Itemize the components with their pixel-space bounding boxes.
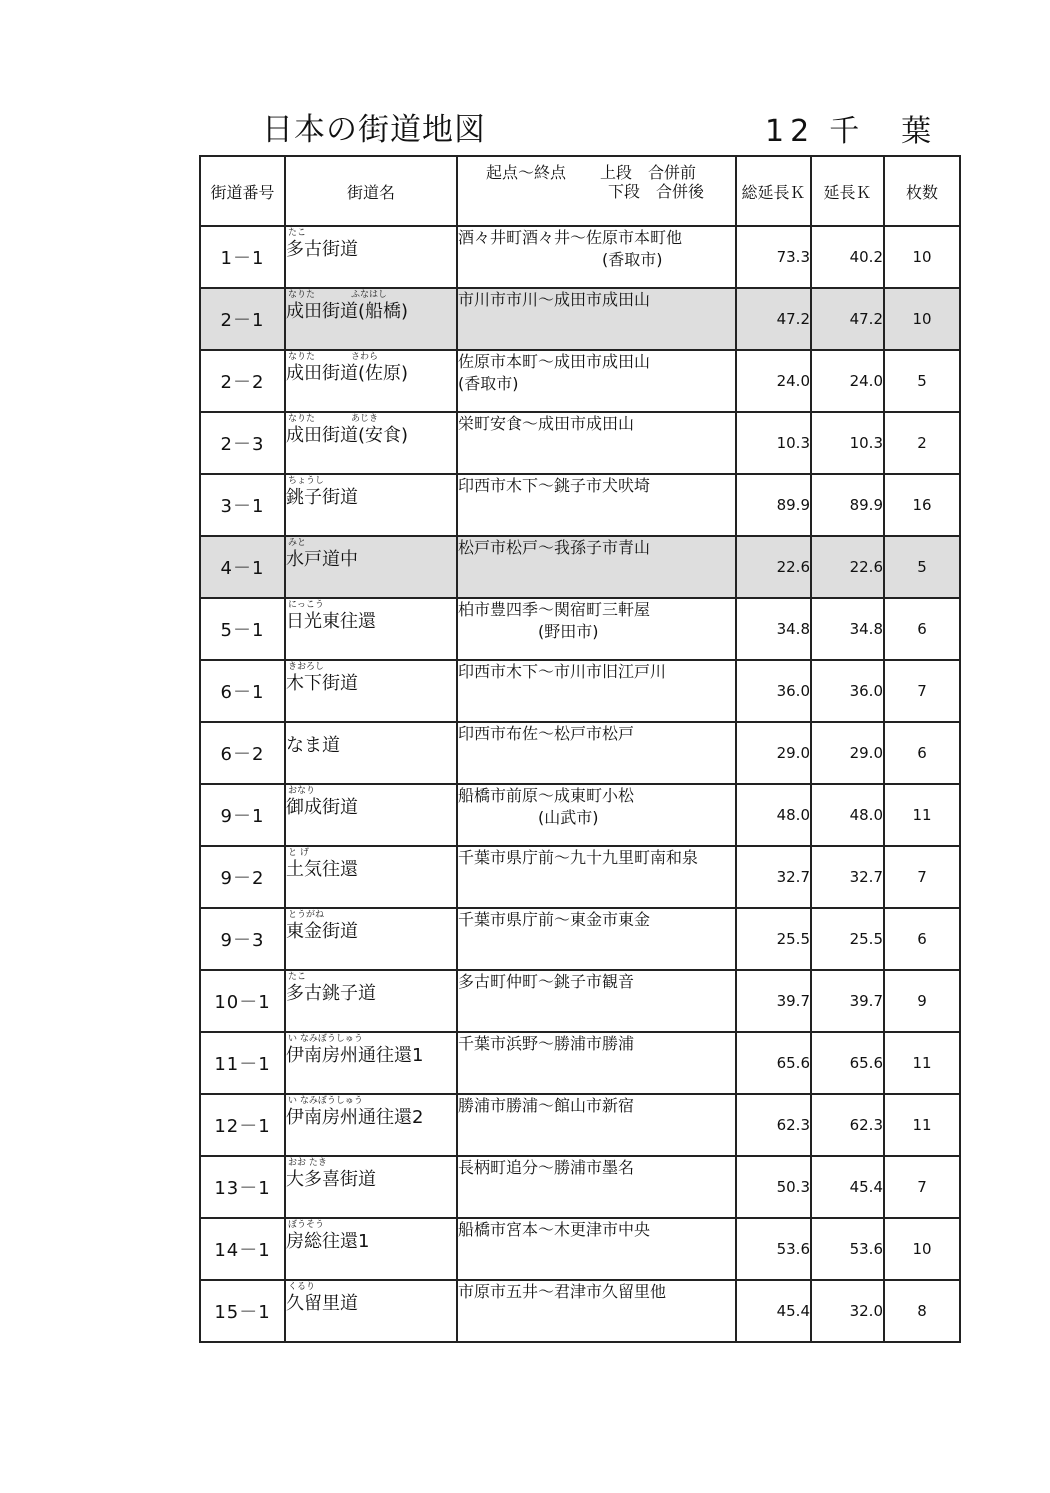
route-cell xyxy=(457,1094,736,1156)
total-length: 65.6 xyxy=(736,1032,811,1094)
road-name: 土気往還 xyxy=(286,859,358,880)
header-range-upper: 上段 合併前 xyxy=(600,163,697,182)
total-length: 47.2 xyxy=(736,288,811,350)
route-text-merged: (野田市) xyxy=(458,622,599,641)
total-length: 50.3 xyxy=(736,1156,811,1218)
road-name-ruby: にっこう xyxy=(288,600,324,610)
road-name-cell xyxy=(285,970,457,1032)
road-number: 2－1 xyxy=(200,288,285,350)
route-text: 栄町安食～成田市成田山 xyxy=(458,414,635,433)
route-cell xyxy=(457,846,736,908)
road-name: 伊南房州通往還1 xyxy=(286,1045,424,1066)
road-name-cell xyxy=(285,288,457,350)
road-number: 6－1 xyxy=(200,660,285,722)
road-name-cell xyxy=(285,536,457,598)
route-text: 印西市木下～銚子市犬吠埼 xyxy=(458,476,651,495)
route-text: 千葉市県庁前～東金市東金 xyxy=(458,910,651,929)
route-cell xyxy=(457,288,736,350)
sheet-count: 7 xyxy=(884,660,960,722)
table-row xyxy=(200,1280,960,1342)
road-name-ruby: たこ xyxy=(288,228,307,238)
header-name: 街道名 xyxy=(285,156,457,226)
road-name-ruby: ぼうそう xyxy=(288,1220,325,1230)
table-row xyxy=(200,908,960,970)
sheet-count: 9 xyxy=(884,970,960,1032)
table-row xyxy=(200,598,960,660)
road-name-ruby: ちょうし xyxy=(288,476,325,486)
sheet-count: 6 xyxy=(884,722,960,784)
page-title: 日本の街道地図 xyxy=(262,112,486,148)
total-length: 24.0 xyxy=(736,350,811,412)
road-name-ruby: くるり xyxy=(288,1282,316,1292)
header-row xyxy=(200,156,960,226)
road-name-ruby: おお たき xyxy=(288,1158,327,1168)
total-length: 32.7 xyxy=(736,846,811,908)
road-name-ruby xyxy=(288,723,456,735)
route-cell xyxy=(457,660,736,722)
route-text: 千葉市県庁前～九十九里町南和泉 xyxy=(458,848,699,867)
route-text: 佐原市本町～成田市成田山 xyxy=(458,352,651,371)
header-length: 延長Ｋ xyxy=(811,156,884,226)
length: 32.7 xyxy=(811,846,884,908)
header-sheets: 枚数 xyxy=(884,156,960,226)
road-number: 1－1 xyxy=(200,226,285,288)
table-row xyxy=(200,288,960,350)
road-number: 6－2 xyxy=(200,722,285,784)
road-number: 2－2 xyxy=(200,350,285,412)
sheet-count: 10 xyxy=(884,288,960,350)
road-name-ruby: なりた あじき xyxy=(288,414,379,424)
header-range-lower: 下段 合併後 xyxy=(608,182,705,201)
total-length: 89.9 xyxy=(736,474,811,536)
road-name: 成田街道(佐原) xyxy=(286,363,409,384)
route-cell xyxy=(457,474,736,536)
route-text: 長柄町追分～勝浦市墨名 xyxy=(458,1158,635,1177)
table-row xyxy=(200,784,960,846)
road-name-ruby: きおろし xyxy=(288,662,325,672)
length: 36.0 xyxy=(811,660,884,722)
sheet-count: 11 xyxy=(884,1032,960,1094)
route-text: 松戸市松戸～我孫子市青山 xyxy=(458,538,651,557)
road-name-ruby: なりた さわら xyxy=(288,352,379,362)
road-name-cell xyxy=(285,598,457,660)
road-name: 多古銚子道 xyxy=(286,983,376,1004)
road-name: 成田街道(安食) xyxy=(286,425,409,446)
road-name: 久留里道 xyxy=(286,1293,358,1314)
road-name-cell xyxy=(285,350,457,412)
road-name-cell xyxy=(285,1032,457,1094)
route-text: 酒々井町酒々井～佐原市本町他 xyxy=(458,228,683,247)
table-row xyxy=(200,350,960,412)
length: 89.9 xyxy=(811,474,884,536)
road-name-ruby: と げ xyxy=(288,848,309,858)
road-name: 御成街道 xyxy=(286,797,358,818)
road-name-ruby: い なみぼうしゅう xyxy=(288,1096,363,1106)
route-text: 印西市木下～市川市旧江戸川 xyxy=(458,662,667,681)
road-number: 14－1 xyxy=(200,1218,285,1280)
length: 24.0 xyxy=(811,350,884,412)
road-name-cell xyxy=(285,412,457,474)
road-name-cell xyxy=(285,1094,457,1156)
sheet-count: 6 xyxy=(884,598,960,660)
length: 47.2 xyxy=(811,288,884,350)
total-length: 48.0 xyxy=(736,784,811,846)
road-number: 13－1 xyxy=(200,1156,285,1218)
road-number: 9－3 xyxy=(200,908,285,970)
route-text: 多古町仲町～銚子市観音 xyxy=(458,972,635,991)
route-cell xyxy=(457,722,736,784)
length: 25.5 xyxy=(811,908,884,970)
sheet-count: 7 xyxy=(884,846,960,908)
road-name-cell xyxy=(285,1218,457,1280)
route-text: 印西市布佐～松戸市松戸 xyxy=(458,724,635,743)
route-cell xyxy=(457,908,736,970)
road-number: 11－1 xyxy=(200,1032,285,1094)
road-name: 多古街道 xyxy=(286,239,358,260)
total-length: 39.7 xyxy=(736,970,811,1032)
road-name-cell xyxy=(285,226,457,288)
length: 45.4 xyxy=(811,1156,884,1218)
sheet-count: 16 xyxy=(884,474,960,536)
sheet-count: 10 xyxy=(884,226,960,288)
road-name-ruby: みと xyxy=(288,538,307,548)
table-row xyxy=(200,846,960,908)
total-length: 10.3 xyxy=(736,412,811,474)
road-name: 水戸道中 xyxy=(286,549,358,570)
length: 48.0 xyxy=(811,784,884,846)
road-name: 木下街道 xyxy=(286,673,358,694)
road-number: 15－1 xyxy=(200,1280,285,1342)
sheet-count: 5 xyxy=(884,536,960,598)
table-row xyxy=(200,1094,960,1156)
road-name: なま道 xyxy=(286,735,340,756)
road-name-ruby: なりた ふなはし xyxy=(288,290,388,300)
road-number: 12－1 xyxy=(200,1094,285,1156)
road-name-cell xyxy=(285,784,457,846)
road-name: 銚子街道 xyxy=(286,487,358,508)
route-cell xyxy=(457,970,736,1032)
road-name-cell xyxy=(285,660,457,722)
route-cell xyxy=(457,350,736,412)
sheet-count: 10 xyxy=(884,1218,960,1280)
road-name: 日光東往還 xyxy=(286,611,376,632)
route-cell xyxy=(457,784,736,846)
header-total-length: 総延長Ｋ xyxy=(736,156,811,226)
road-name-cell xyxy=(285,846,457,908)
total-length: 25.5 xyxy=(736,908,811,970)
route-text: 柏市豊四季～関宿町三軒屋 xyxy=(458,600,651,619)
sheet-count: 5 xyxy=(884,350,960,412)
table-row xyxy=(200,536,960,598)
prefecture-heading xyxy=(765,106,951,150)
total-length: 73.3 xyxy=(736,226,811,288)
road-name-cell xyxy=(285,908,457,970)
length: 65.6 xyxy=(811,1032,884,1094)
route-cell xyxy=(457,412,736,474)
route-text: 船橋市宮本～木更津市中央 xyxy=(458,1220,651,1239)
header-range-label: 起点～終点 xyxy=(486,163,567,182)
road-name-ruby: おなり xyxy=(288,786,316,796)
route-text-merged: (香取市) xyxy=(458,250,663,269)
road-name-cell xyxy=(285,474,457,536)
route-text: 市川市市川～成田市成田山 xyxy=(458,290,651,309)
route-cell xyxy=(457,226,736,288)
road-name: 大多喜街道 xyxy=(286,1169,376,1190)
road-number: 10－1 xyxy=(200,970,285,1032)
length: 62.3 xyxy=(811,1094,884,1156)
road-table xyxy=(199,155,961,1343)
header-range xyxy=(457,156,736,226)
table-row xyxy=(200,226,960,288)
length: 10.3 xyxy=(811,412,884,474)
road-name-cell xyxy=(285,722,457,784)
route-text: 船橋市前原～成東町小松 xyxy=(458,786,635,805)
road-name-cell xyxy=(285,1280,457,1342)
sheet-count: 7 xyxy=(884,1156,960,1218)
sheet-count: 8 xyxy=(884,1280,960,1342)
route-cell xyxy=(457,536,736,598)
table-row xyxy=(200,722,960,784)
road-name-cell xyxy=(285,1156,457,1218)
prefecture-name: 千 葉 xyxy=(829,114,938,149)
road-number: 4－1 xyxy=(200,536,285,598)
route-cell xyxy=(457,1032,736,1094)
sheet-count: 11 xyxy=(884,1094,960,1156)
table-row xyxy=(200,970,960,1032)
route-cell xyxy=(457,598,736,660)
total-length: 62.3 xyxy=(736,1094,811,1156)
table-row xyxy=(200,1156,960,1218)
length: 34.8 xyxy=(811,598,884,660)
route-text: 市原市五井～君津市久留里他 xyxy=(458,1282,667,1301)
route-text: 千葉市浜野～勝浦市勝浦 xyxy=(458,1034,635,1053)
road-name: 房総往還1 xyxy=(286,1231,370,1252)
route-cell xyxy=(457,1218,736,1280)
length: 39.7 xyxy=(811,970,884,1032)
length: 29.0 xyxy=(811,722,884,784)
road-number: 3－1 xyxy=(200,474,285,536)
table-row xyxy=(200,1218,960,1280)
road-name: 成田街道(船橋) xyxy=(286,301,409,322)
route-cell xyxy=(457,1280,736,1342)
table-row xyxy=(200,660,960,722)
length: 22.6 xyxy=(811,536,884,598)
table-row xyxy=(200,1032,960,1094)
road-name-ruby: い なみぼうしゅう xyxy=(288,1034,363,1044)
sheet-count: 11 xyxy=(884,784,960,846)
route-text: 勝浦市勝浦～館山市新宿 xyxy=(458,1096,635,1115)
road-name-ruby: たこ xyxy=(288,972,307,982)
sheet-count: 2 xyxy=(884,412,960,474)
road-number: 5－1 xyxy=(200,598,285,660)
road-number: 9－1 xyxy=(200,784,285,846)
header-number: 街道番号 xyxy=(200,156,285,226)
length: 40.2 xyxy=(811,226,884,288)
road-number: 9－2 xyxy=(200,846,285,908)
total-length: 29.0 xyxy=(736,722,811,784)
total-length: 53.6 xyxy=(736,1218,811,1280)
road-name: 東金街道 xyxy=(286,921,358,942)
total-length: 36.0 xyxy=(736,660,811,722)
table-row xyxy=(200,474,960,536)
total-length: 34.8 xyxy=(736,598,811,660)
route-text-merged: (山武市) xyxy=(458,808,599,827)
length: 32.0 xyxy=(811,1280,884,1342)
road-name: 伊南房州通往還2 xyxy=(286,1107,424,1128)
road-name-ruby: とうがね xyxy=(288,910,325,920)
road-number: 2－3 xyxy=(200,412,285,474)
table-row xyxy=(200,412,960,474)
sheet-count: 6 xyxy=(884,908,960,970)
route-text-merged: (香取市) xyxy=(458,374,519,393)
route-cell xyxy=(457,1156,736,1218)
total-length: 45.4 xyxy=(736,1280,811,1342)
total-length: 22.6 xyxy=(736,536,811,598)
length: 53.6 xyxy=(811,1218,884,1280)
prefecture-number: 12 xyxy=(765,114,816,149)
